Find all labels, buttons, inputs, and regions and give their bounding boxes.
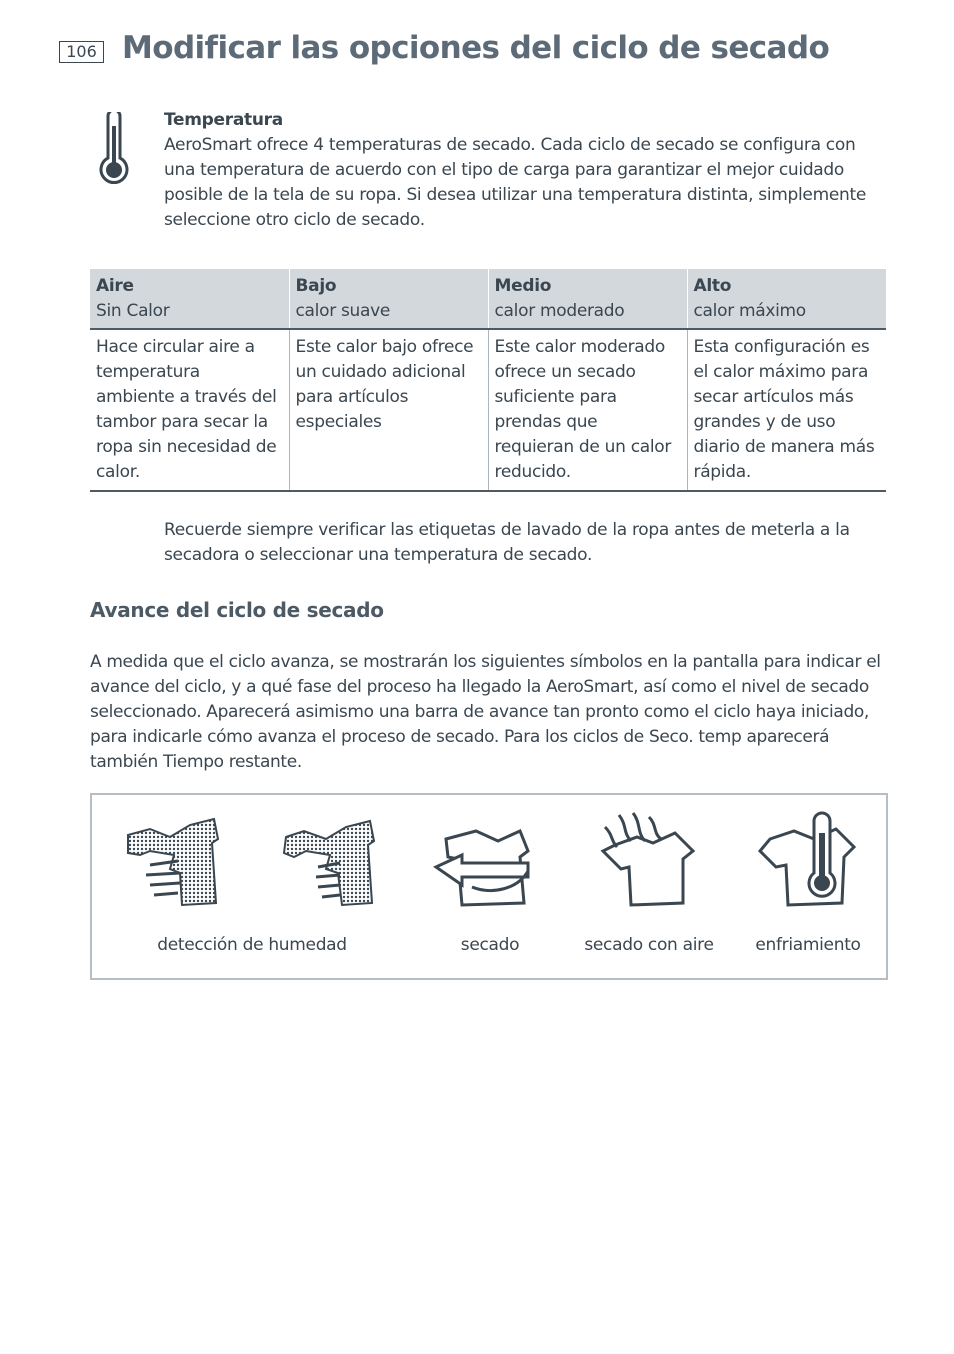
column-subtitle: calor suave: [295, 301, 391, 321]
column-name: Aire: [96, 276, 134, 296]
symbols-panel: [90, 793, 888, 980]
care-label-note: Recuerde siempre verificar las etiquetas de lavado de la ropa antes de meterla a la secadora o seleccionar una temperatura de secado.: [164, 520, 850, 565]
thermometer-icon: [96, 112, 132, 186]
moisture-detection-icon: [120, 811, 220, 911]
table-cell: Este calor moderado ofrece un secado suficiente para prendas que requieran de un calor reducido.: [488, 329, 687, 491]
section-heading: Avance del ciclo de secado: [90, 598, 384, 622]
table-row: [90, 329, 886, 491]
table-header-row: [90, 269, 886, 329]
column-name: Alto: [693, 276, 732, 296]
air-drying-icon: [597, 811, 697, 911]
drying-icon: [432, 811, 532, 911]
symbol-label: secado: [460, 935, 520, 955]
table-header-cell: [488, 269, 687, 329]
page-title: Modificar las opciones del ciclo de secado: [122, 30, 830, 66]
temperature-table: [90, 269, 886, 492]
table-header-cell: [289, 269, 488, 329]
table-cell: Esta configuración es el calor máximo para secar artículos más grandes y de uso diario de manera más rápida.: [687, 329, 886, 491]
column-subtitle: Sin Calor: [96, 301, 170, 321]
progress-paragraph: A medida que el ciclo avanza, se mostrarán los siguientes símbolos en la pantalla para indicar el avance del ciclo, y a qué fase del proceso ha llegado la AeroSmart, así como el nivel de secado seleccionado. Aparecerá asimismo una barra de avance tan pronto como el ciclo haya iniciado, para indicarle cómo avanza el proceso de secado. Para los ciclos de Seco. temp aparecerá también Tiempo restante.: [90, 652, 881, 772]
column-name: Bajo: [295, 276, 337, 296]
page-number: 106: [59, 41, 104, 63]
temperature-body: AeroSmart ofrece 4 temperaturas de secado. Cada ciclo de secado se configura con una temperatura de acuerdo con el tipo de carga para garantizar el mejor cuidado posible de la tela de su ropa. Si desea utilizar una temperatura distinta, simplemente seleccione otro ciclo de secado.: [164, 135, 867, 230]
moisture-detection-icon: [278, 811, 378, 911]
column-subtitle: calor moderado: [494, 301, 625, 321]
column-subtitle: calor máximo: [693, 301, 806, 321]
cooling-icon: [756, 811, 856, 911]
temperature-section: [164, 108, 886, 233]
symbol-label: detección de humedad: [157, 935, 347, 955]
column-name: Medio: [494, 276, 552, 296]
symbol-label: secado con aire: [584, 935, 714, 955]
table-cell: Hace circular aire a temperatura ambiente a través del tambor para secar la ropa sin necesidad de calor.: [90, 329, 289, 491]
table-cell: Este calor bajo ofrece un cuidado adicional para artículos especiales: [289, 329, 488, 491]
symbol-label: enfriamiento: [755, 935, 861, 955]
temperature-heading: Temperatura: [164, 110, 283, 130]
table-header-cell: [687, 269, 886, 329]
table-header-cell: [90, 269, 289, 329]
